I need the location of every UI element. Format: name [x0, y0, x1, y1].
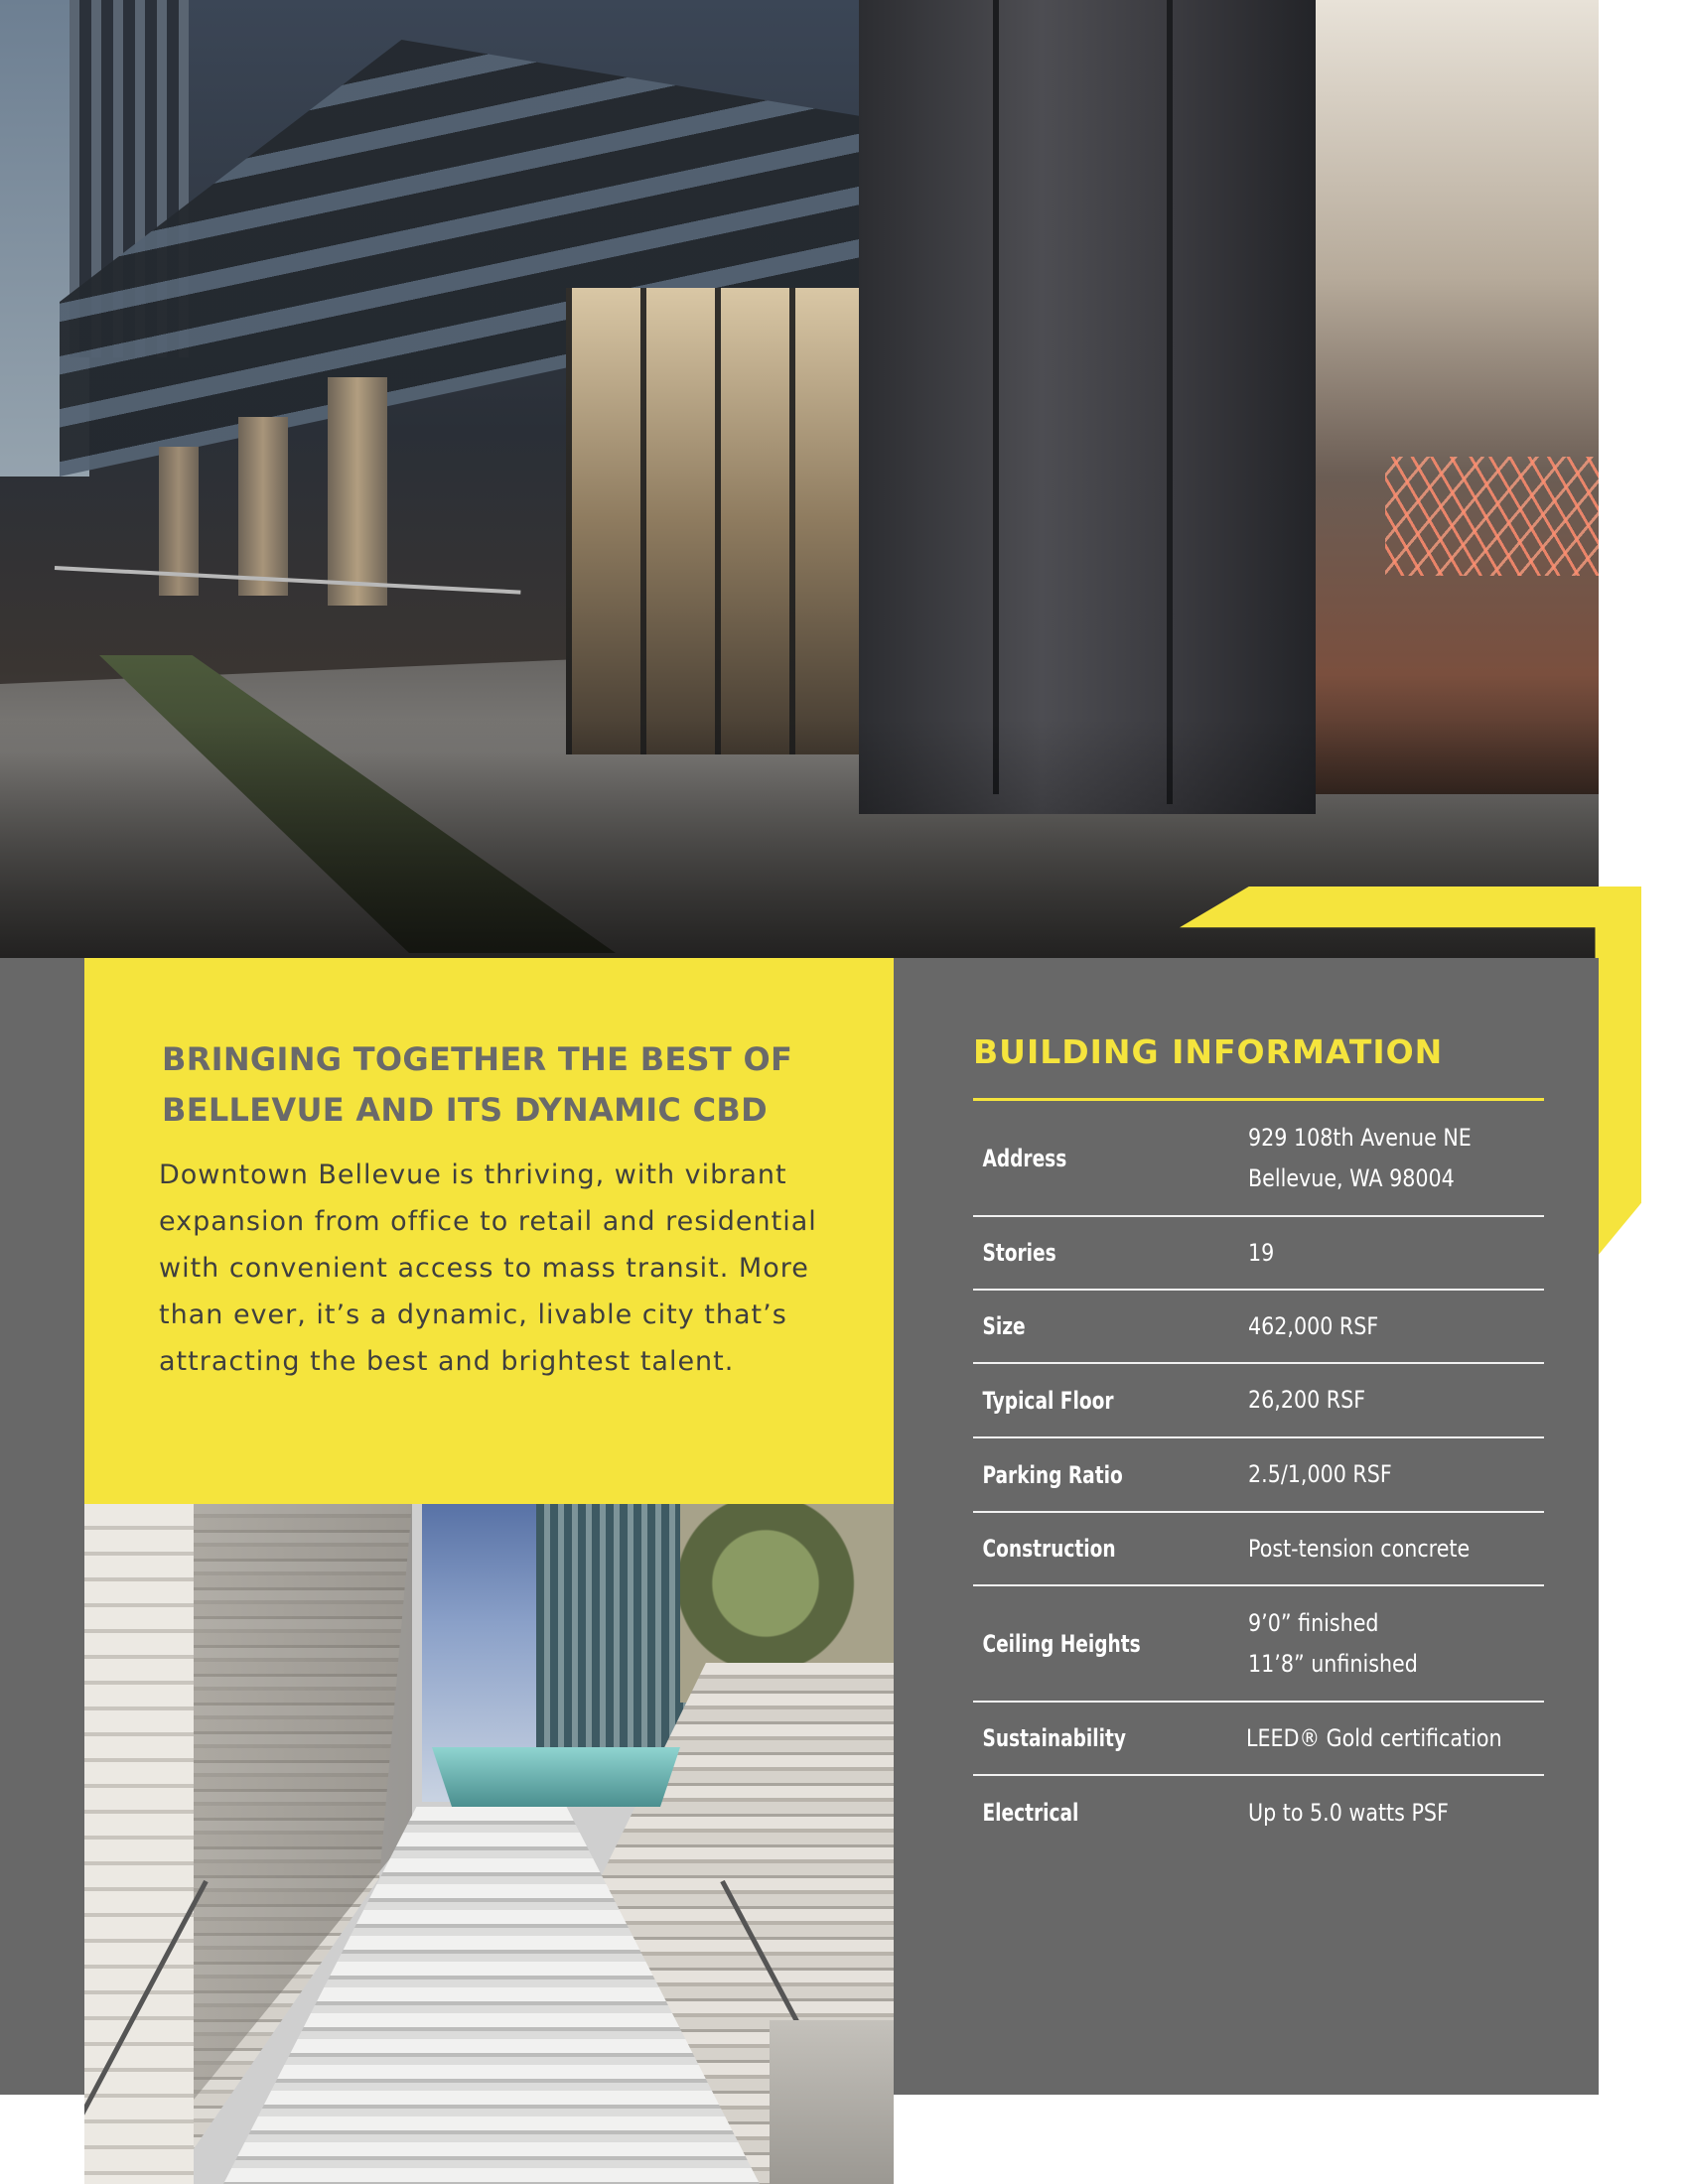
info-row-ceiling-heights: [973, 1586, 1544, 1703]
info-row-typical-floor: [973, 1364, 1544, 1438]
info-label: Typical Floor: [982, 1386, 1114, 1415]
info-value: [1248, 1306, 1502, 1347]
info-value-line: 462,000 RSF: [1248, 1311, 1379, 1340]
info-value: [1248, 1233, 1502, 1274]
info-value-line: 11’8” unfinished: [1248, 1649, 1418, 1678]
info-row-sustainability: [973, 1703, 1544, 1776]
info-value: [1248, 1454, 1502, 1495]
info-row-electrical: [973, 1776, 1544, 1849]
info-value: [1246, 1718, 1502, 1759]
info-value-line: 929 108th Avenue NE: [1248, 1123, 1472, 1152]
stair-canopy: [432, 1747, 680, 1807]
hero-shadow: [0, 0, 1599, 958]
info-label: Ceiling Heights: [982, 1629, 1141, 1658]
info-row-construction: [973, 1513, 1544, 1586]
info-row-stories: [973, 1217, 1544, 1291]
info-value: [1248, 1603, 1502, 1685]
info-value-line: 19: [1248, 1238, 1275, 1267]
building-info-title: BUILDING INFORMATION: [973, 1032, 1444, 1071]
info-value-line: Post-tension concrete: [1248, 1534, 1471, 1563]
stair-pedestal: [770, 2020, 894, 2184]
info-label: Sustainability: [982, 1724, 1126, 1752]
info-value-line: Up to 5.0 watts PSF: [1248, 1798, 1449, 1827]
info-value: [1248, 1529, 1502, 1570]
info-row-size: [973, 1291, 1544, 1364]
info-label: Electrical: [982, 1799, 1079, 1827]
info-value: [1248, 1118, 1502, 1199]
info-value-line: LEED® Gold certification: [1246, 1723, 1503, 1752]
info-label: Stories: [982, 1239, 1056, 1267]
info-label: Parking Ratio: [982, 1460, 1123, 1489]
building-info-table: [973, 1101, 1544, 1849]
info-value-line: 2.5/1,000 RSF: [1248, 1460, 1392, 1488]
info-label: Address: [982, 1144, 1067, 1172]
info-value: [1248, 1793, 1502, 1834]
info-row-address: [973, 1101, 1544, 1217]
info-row-parking-ratio: [973, 1438, 1544, 1513]
info-value-line: 9’0” finished: [1248, 1608, 1379, 1637]
info-value-line: 26,200 RSF: [1248, 1386, 1366, 1414]
info-value: [1248, 1380, 1502, 1421]
info-label: Size: [982, 1312, 1026, 1340]
hero-photo-building-exterior: [0, 0, 1599, 958]
info-label: Construction: [982, 1535, 1116, 1563]
stair-photo: [84, 1504, 894, 2184]
intro-panel: [84, 958, 894, 1504]
intro-body: Downtown Bellevue is thriving, with vibrant expansion from office to retail and residential with convenient access to mass transit. More than ever, it’s a dynamic, livable city that’s attracting the best and brightest talent.: [159, 1160, 817, 1377]
info-value-line: Bellevue, WA 98004: [1248, 1163, 1455, 1192]
intro-heading: BRINGING TOGETHER THE BEST OF BELLEVUE AND ITS DYNAMIC CBD: [162, 1040, 793, 1129]
